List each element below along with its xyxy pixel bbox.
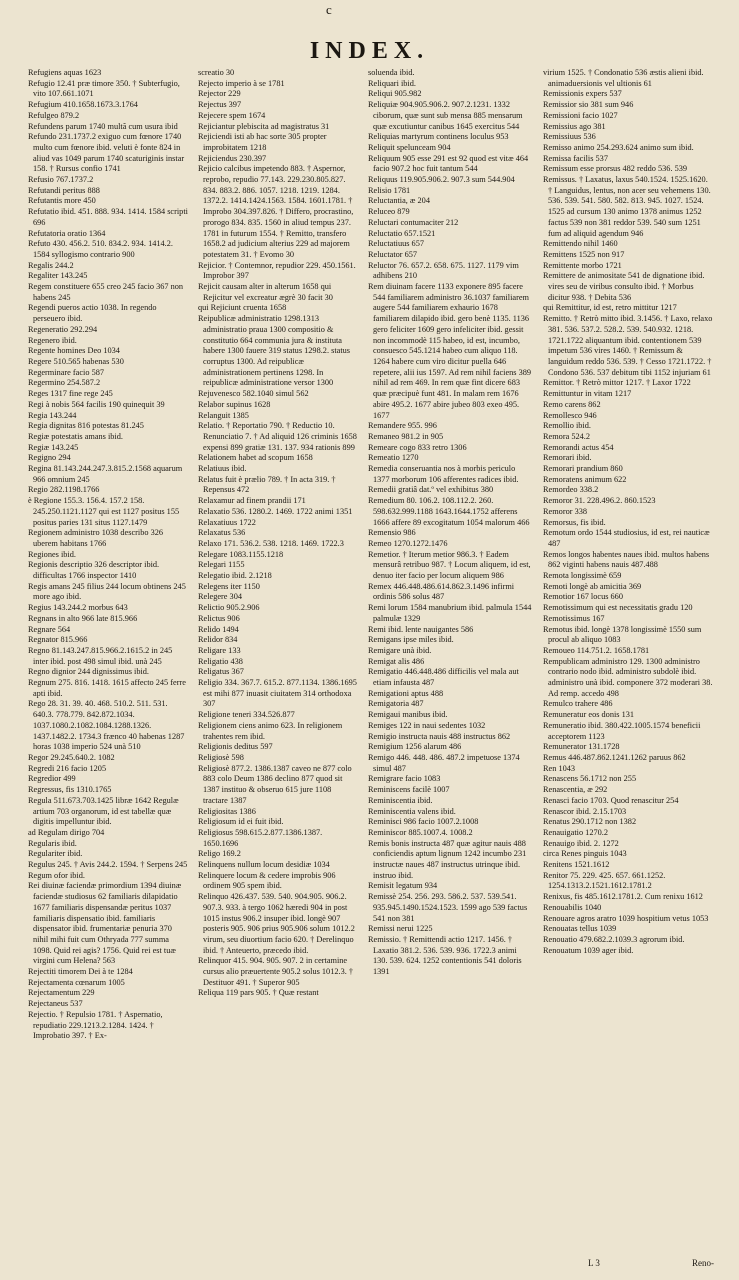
index-entry: Remora 524.2 xyxy=(543,431,591,441)
index-entry: Refutatoria oratio 1364 xyxy=(28,228,106,238)
index-entry: Relaxatio 536. 1280.2. 1469. 1722 animi 1351 xyxy=(198,506,353,516)
index-entry: Regredi 216 facio 1205 xyxy=(28,763,107,773)
index-entry: Remedium 80. 106.2. 108.112.2. 260. 598.632.999.1188 1643.1644.1752 afferens 1666 affere 89 excogitatum 1054 malorum 466 xyxy=(368,496,530,527)
index-entry: Remissi nerui 1225 xyxy=(368,924,433,934)
index-entry: Religo 169.2 xyxy=(198,849,241,859)
index-entry: Remigare unà ibid. xyxy=(368,645,432,655)
index-entry: Renauigatio 1270.2 xyxy=(543,827,608,837)
index-entry: Remordeo 338.2 xyxy=(543,485,599,495)
index-entry: Rempublicam administro 129. 1300 administro contrario nodo ibid. administro subdolè ibid. administro unà ibid. componere 372 moderari 38. Ad remp. accedo 498 xyxy=(543,656,713,698)
index-entry: Remuneratur eos donis 131 xyxy=(543,710,635,720)
index-entry: Regularis ibid. xyxy=(28,838,77,848)
index-entry: Remittente morbo 1721 xyxy=(543,260,622,270)
index-entry: Remissè 254. 256. 293. 586.2. 537. 539.541. 935.945.1490.1524.1523. 1599 ago 539 factus 541 non 381 xyxy=(368,892,528,923)
index-entry: Relisio 1781 xyxy=(368,185,411,195)
index-entry: Reliqua 119 pars 905. † Quæ restant xyxy=(198,988,319,998)
index-entry: Remensio 986 xyxy=(368,528,416,538)
index-entry: Reliquus 119.905.906.2. 907.3 sum 544.904 xyxy=(368,175,515,185)
index-entry: Remo carens 862 xyxy=(543,399,601,409)
index-entry: Remoror 338 xyxy=(543,506,588,516)
index-entry: Rejiciendus 230.397 xyxy=(198,153,267,163)
index-entry: Regredior 499 xyxy=(28,774,76,784)
index-entry: Religiosus 598.615.2.877.1386.1387. 1650.1696 xyxy=(198,827,323,848)
index-entry: Regiones ibid. xyxy=(28,549,76,559)
index-entry: Remollio ibid. xyxy=(543,421,591,431)
index-entry: Remulco trahere 486 xyxy=(543,699,613,709)
index-entry: Remeatio 1270 xyxy=(368,453,419,463)
index-entry: Reluctatio 657.1521 xyxy=(368,228,436,238)
index-entry: Regaliter 143.245 xyxy=(28,271,88,281)
index-entry: Regente homines Deo 1034 xyxy=(28,346,120,356)
index-column-1 xyxy=(28,68,188,1253)
index-entry: Remoror 31. 228.496.2. 860.1523 xyxy=(543,496,656,506)
index-entry: Reminisci 986 facio 1007.2.1008 xyxy=(368,817,479,827)
index-entry: Refutandi peritus 888 xyxy=(28,185,100,195)
index-entry: Relegatio ibid. 2.1218 xyxy=(198,571,272,581)
index-entry: virium 1525. † Condonatio 536 æstis alieni ibid. animaduersionis vel ultionis 61 xyxy=(543,68,704,88)
index-entry: Regno dignior 244 dignissimus ibid. xyxy=(28,667,150,677)
index-entry: Remissum esse prorsus 482 reddo 536. 539 xyxy=(543,164,688,174)
index-entry: circa Renes pinguis 1043 xyxy=(543,849,627,859)
index-entry: Relanguit 1385 xyxy=(198,410,249,420)
index-entry: Reipublicæ administratio 1298.1313 administratio praua 1300 compositio & constitutio 664 communia jura & instituta habere 1300 fauere 319 status 1298.2. status corruptus 1300. Ad reipublicæ administrationem pertinens 1298. In reipublicæ administratione versor 1300 xyxy=(198,314,351,388)
index-entry: Remisso animo 254.293.624 animo sum ibid. xyxy=(543,142,694,152)
index-entry: Remunerator 131.1728 xyxy=(543,742,620,752)
index-entry: Religiosè 598 xyxy=(198,753,244,762)
index-entry: Ren 1043 xyxy=(543,763,576,773)
page-title: INDEX. xyxy=(309,38,430,64)
index-entry: Renouabilis 1040 xyxy=(543,902,602,912)
index-entry: Regula 511.673.703.1425 libræ 1642 Regulæ artium 703 organorum, id est tabellæ quæ digitis impelluntur ibid. xyxy=(28,795,179,827)
index-entry: Remotissimum qui est necessitatis gradu 120 xyxy=(543,603,693,613)
index-entry: qui Remittitur, id est, retro mittitur 1217 xyxy=(543,303,677,313)
index-entry: Rejecto imperio à se 1781 xyxy=(198,78,285,88)
index-entry: Regnans in alto 966 late 815.966 xyxy=(28,613,138,623)
index-entry: Regius 143.244.2 morbus 643 xyxy=(28,603,128,613)
index-entry: Religiositas 1386 xyxy=(198,806,256,816)
index-entry: Regnator 815.966 xyxy=(28,635,88,645)
index-entry: Refusio 767.1737.2 xyxy=(28,175,94,185)
index-entry: Relegare 1083.1155.1218 xyxy=(198,549,284,559)
index-entry: Religatio 438 xyxy=(198,656,243,666)
index-entry: Remos longos habentes naues ibid. multos habens 862 viginti habens nauis 487.488 xyxy=(543,549,710,570)
index-entry: Regionis descriptio 326 descriptor ibid. difficultas 1766 inspector 1410 xyxy=(28,560,160,581)
index-entry: Religiosum id ei fuit ibid. xyxy=(198,817,284,827)
index-entry: Remittens 1525 non 917 xyxy=(543,249,625,259)
index-entry: Renitens 1521.1612 xyxy=(543,860,610,870)
index-entry: Reminiscentia ibid. xyxy=(368,795,433,805)
index-entry: Renasci facio 1703. Quod renascitur 254 xyxy=(543,795,679,805)
index-entry: Regerminare facio 587 xyxy=(28,367,105,377)
signature-mark: L 3 xyxy=(588,1258,600,1268)
index-entry: Relaxo 171. 536.2. 538. 1218. 1469. 1722.3 xyxy=(198,538,344,548)
index-entry: Remotissimus 167 xyxy=(543,613,605,623)
index-column-4 xyxy=(543,68,713,1253)
index-entry: Remeare cogo 833 retro 1306 xyxy=(368,442,467,452)
index-column-2 xyxy=(198,68,358,1253)
index-entry: Remissa facilis 537 xyxy=(543,153,608,163)
index-entry: Rejiciantur plebiscita ad magistratus 31 xyxy=(198,121,330,131)
index-entry: Remissus. † Laxatus, laxus 540.1524. 1525.1620. † Languidus, lentus, non acer seu vehemens 130. 536. 539. 541. 580. 582. 813. 945. 1027. 1524. 1525 ad cursum 130 animo 1378 animus 1252 factus 539 non 381 reddor 539. 540 sum 1251 fum ad aliquid agendum 946 xyxy=(543,175,711,238)
index-entry: Remigaui manibus ibid. xyxy=(368,710,448,720)
index-entry: Remedii gratiâ dat.º vel exhibitus 380 xyxy=(368,485,494,495)
index-entry: Relido 1494 xyxy=(198,624,239,634)
index-entry: Regnum 275. 816. 1418. 1615 affecto 245 ferre apti ibid. xyxy=(28,678,186,698)
index-entry: Renitor 75. 229. 425. 657. 661.1252. 1254.1313.2.1521.1612.1781.2 xyxy=(543,870,666,891)
index-entry: Relaxatiuus 1722 xyxy=(198,517,256,527)
index-entry: Regressus, fis 1310.1765 xyxy=(28,785,112,795)
index-entry: Relegere 304 xyxy=(198,592,243,602)
index-entry: Remitto. † Retrò mitto ibid. 3.1456. † Laxo, relaxo 381. 536. 537.2. 528.2. 539. 540.932. 1218. 1721.1722 aliquantum ibid. contentionem 539 impetum 536 vires 1460. † Remissum & languidum reddo 536. 539. † Cesso 1721.1722. † Condono 536. 537 debitum tibi 1152 injuriam 61 xyxy=(543,314,713,377)
index-entry: Relatus fuit è prælio 789. † In acta 319. † Repensus 472 xyxy=(198,474,336,495)
index-entry: Refutantis more 450 xyxy=(28,196,96,206)
index-entry: Remigio instructa nauis 488 instructus 862 xyxy=(368,731,511,741)
index-entry: Religatus 367 xyxy=(198,667,244,677)
index-entry: Renascor ibid. 2.15.1703 xyxy=(543,806,627,816)
index-entry: Reminiscens facilè 1007 xyxy=(368,785,450,795)
index-entry: Religio 334. 367.7. 615.2. 877.1134. 1386.1695 est mihi 877 inuasit ciuitatem 314 orthodoxa 307 xyxy=(198,678,357,709)
index-entry: Remus 446.487.862.1241.1262 paruus 862 xyxy=(543,753,686,762)
index-entry: Refugium 410.1658.1673.3.1764 xyxy=(28,100,138,110)
index-entry: Remittere de animositate 541 de dignatione ibid. vires seu de viribus consulto ibid. † Morbus dicitur 938. † Debita 536 xyxy=(543,271,705,302)
index-entry: Remissionis expers 537 xyxy=(543,89,622,99)
index-entry: Rejectio. † Repulsio 1781. † Aspernatio, repudiatio 229.1213.2.1284. 1424. † Improbatio 397. † Ex- xyxy=(28,1009,163,1041)
index-entry: Regina 81.143.244.247.3.815.2.1568 aquarum 966 omnium 245 xyxy=(28,464,183,484)
index-entry: Remollesco 946 xyxy=(543,410,597,420)
page-footer xyxy=(28,1258,718,1274)
index-entry: Regiæ potestatis amans ibid. xyxy=(28,431,123,441)
index-entry: Reliquiæ 904.905.906.2. 907.2.1231. 1332 ciborum, quæ sunt sub mensa 885 mensarum quæ excutiuntur canibus 1645 exercitus 544 xyxy=(368,100,523,131)
index-entry: Regalis 244.2 xyxy=(28,260,74,270)
index-entry: Reluctator 657 xyxy=(368,249,418,259)
index-entry: Remigo 446. 448. 486. 487.2 impetuose 1374 simul 487 xyxy=(368,753,520,773)
index-columns xyxy=(28,68,718,1253)
index-entry: Renixus, fis 485.1612.1781.2. Cum renixu 1612 xyxy=(543,892,703,902)
index-entry: Remissior sio 381 sum 946 xyxy=(543,100,634,110)
index-entry: Remissioni facio 1027 xyxy=(543,110,618,120)
index-entry: Rejectamentum 229 xyxy=(28,988,95,998)
index-entry: Relatio. † Reportatio 790. † Reductio 10. Renunciatio 7. † Ad aliquid 126 criminis 1658 expensi 899 gratiæ 131. 137. 934 rationis 899 xyxy=(198,421,357,452)
index-entry: Refulgeo 879.2 xyxy=(28,110,80,120)
index-entry: Renouare agros aratro 1039 hospitium vetus 1053 xyxy=(543,913,709,923)
index-entry: Remetior. † Iterum metior 986.3. † Eadem mensurâ retribuo 987. † Locum aliquem, id est, denuo iter facio per locum aliquem 986 xyxy=(368,549,531,581)
index-entry: Relidor 834 xyxy=(198,635,238,645)
index-entry: Rego 28. 31. 39. 40. 468. 510.2. 511. 531. 640.3. 778.779. 842.872.1034. 1037.1080.2.1082.1084.1288.1326. 1437.1482.2. 1734.3 frænco 40 habenas 1287 horas 1038 imperio 524 unà 510 xyxy=(28,699,185,752)
index-entry: Rejicio calcibus impetendo 883. † Aspernor, reprobo, repudio 77.143. 229.230.805.827. 834. 883.2. 886. 1057. 1218. 1219. 1284. 1372.2. 1414.1424.1563. 1584. 1601.1781. † Improbo 304.397.826. † Differo, procrastino, prorogo 834. 835. 1560 in aliud tempus 237. 1781 in futurum 1554. † Remitto, transfero 1658.2 ad judicium alterius 229 ad majorem potestatem 31. † Evomo 30 xyxy=(198,164,354,259)
index-entry: Regor 29.245.640.2. 1082 xyxy=(28,753,115,762)
index-entry: Remotus ibid. longè 1378 longissimè 1550 sum procul ab aliquo 1083 xyxy=(543,624,702,645)
index-entry: Renouatum 1039 ager ibid. xyxy=(543,945,634,955)
index-entry: Remittor. † Retrò mittor 1217. † Laxor 1722 xyxy=(543,378,691,388)
index-entry: Rei diuinæ faciendæ primordium 1394 diuinæ faciendæ studiosus 62 familiaris dilapidatio 1677 familiaris dispensandæ peritus 1037 familiaris dispensatio ibid. familiaris dispensator ibid. frumentariæ penuria 370 nihil mihi fuit cum Othryada 777 summa 1098. Quid rei agis? 1756. Quid rei est tuæ virgini cum Helena? 563 xyxy=(28,881,182,966)
index-entry: Remigat alis 486 xyxy=(368,656,425,666)
index-entry: Rejicior. † Contemnor, repudior 229. 450.1561. Improbor 397 xyxy=(198,260,356,281)
index-entry: Remigium 1256 alarum 486 xyxy=(368,742,462,752)
index-entry: Relaxamur ad finem prandii 171 xyxy=(198,496,306,506)
index-entry: Reliquari ibid. xyxy=(368,78,416,88)
index-entry: Reliqui 905.982 xyxy=(368,89,422,99)
index-entry: Renascens 56.1712 non 255 xyxy=(543,774,637,784)
index-entry: Remandere 955. 996 xyxy=(368,421,437,431)
index-entry: Remigans ipse miles ibid. xyxy=(368,635,454,645)
index-entry: Renouatas tellus 1039 xyxy=(543,924,617,934)
index-entry: Regeneratio 292.294 xyxy=(28,324,98,334)
index-entry: Remaneo 981.2 in 905 xyxy=(368,431,444,441)
index-entry: Regia dignitas 816 potestas 81.245 xyxy=(28,421,144,431)
index-entry: Rejectiti timorem Dei à te 1284 xyxy=(28,967,133,977)
index-entry: Remi ibid. lente nauigantes 586 xyxy=(368,624,474,634)
index-entry: Remorandi actus 454 xyxy=(543,442,614,452)
index-entry: Reminiscor 885.1007.4. 1008.2 xyxy=(368,827,473,837)
index-entry: Relinquo 426.437. 539. 540. 904.905. 906.2. 907.3. 933. à tergo 1062 hæredi 904 in post 1015 instus 906.2 insuper ibid. longè 907 posteris 905. 906 prius 905.906 solum 1012.2 virum, seu diuortium facio 620. † Derelinquo ibid. † Anteuerto, præcedo ibid. xyxy=(198,892,355,955)
index-entry: Regno 81.143.247.815.966.2.1615.2 in 245 inter ibid. post 498 simul ibid. unà 245 xyxy=(28,645,173,666)
index-entry: Reluctari contumaciter 212 xyxy=(368,217,459,227)
index-entry: Regio 282.1198.1766 xyxy=(28,485,100,495)
index-entry: Remittendo nihil 1460 xyxy=(543,239,618,249)
index-entry: Remisit legatum 934 xyxy=(368,881,438,891)
index-entry: Regiæ 143.245 xyxy=(28,442,79,452)
index-entry: Remuneratio ibid. 380.422.1005.1574 beneficii acceptorem 1123 xyxy=(543,720,701,741)
index-entry: Rejectamenta cœnarum 1005 xyxy=(28,977,125,987)
index-entry: Rejectus 397 xyxy=(198,100,242,110)
index-entry: Religiosè 877.2. 1386.1387 caveo ne 877 colo 883 colo Deum 1386 declino 877 quod sit 1387 instituo & obseruo 615 jure 1108 tractare 1387 xyxy=(198,763,352,805)
index-entry: Remoti longè ab amicitia 369 xyxy=(543,581,642,591)
index-entry: ad Regulam dirigo 704 xyxy=(28,827,105,837)
index-entry: Refutatio ibid. 451. 888. 934. 1414. 1584 scripti 696 xyxy=(28,207,188,227)
index-entry: Renatus 290.1712 non 1382 xyxy=(543,817,637,827)
index-entry: Reliquit spelunceam 904 xyxy=(368,142,451,152)
index-entry: Relictus 906 xyxy=(198,613,240,623)
index-entry: Refuto 430. 456.2. 510. 834.2. 934. 1414.2. 1584 syllogismo contrario 900 xyxy=(28,239,173,259)
index-entry: Refundens parum 1740 multã cum usura ibid xyxy=(28,121,178,131)
index-entry: Reminiscentia valens ibid. xyxy=(368,806,456,816)
index-entry: Regulus 245. † Avis 244.2. 1594. † Serpens 245 xyxy=(28,860,188,870)
index-entry: Regere 510.565 habenas 530 xyxy=(28,356,124,366)
index-entry: Remorsus, fis ibid. xyxy=(543,517,606,527)
index-entry: Refundo 231.1737.2 exiguo cum fœnore 1740 multo cum fœnore ibid. veluti è fonte 824 in aliud vas 1049 parum 1740 scaturiginis instar 158. † Rursus confio 1741 xyxy=(28,132,185,174)
index-entry: Rem diuinam facere 1133 exponere 895 facere 544 familiarem administro 36.1037 familiarem augere 544 familiarem exhaurio 1678 familiarem dilapido ibid. gero benè 1135. 1136 gero feliciter 1609 gero infeliciter ibid. gessit non incommodè 115 habeo, id est, incumbo, consuesco 545.1214 habeo cum aliquo 118. 1264 habere cum viro dicitur puella 646 repetere, alii ius 1597. Ad rem nihil faciens 389 nihil ad rem 469. In rem quæ fint dicere 683 quæ præcipuè funt 481. In malam rem 1676 abire 495.2. 1677 abire jubeo 803 exeo 495. 1677 xyxy=(368,282,532,420)
index-entry: Rejicit causam alter in alterum 1658 qui Rejicitur vel excreatur ægrè 30 facit 30 xyxy=(198,282,333,302)
index-entry: Remigationi aptus 488 xyxy=(368,688,444,698)
index-entry: Remex 446.448.486.614.862.3.1496 infirmi ordinis 586 solus 487 xyxy=(368,581,515,602)
index-entry: Remissiuus 536 xyxy=(543,132,596,142)
index-entry: Religare 133 xyxy=(198,645,241,655)
index-entry: Rejector 229 xyxy=(198,89,241,99)
index-entry: qui Rejiciunt cruenta 1658 xyxy=(198,303,287,313)
index-entry: Remi lorum 1584 manubrium ibid. palmula 1544 palmulæ 1329 xyxy=(368,603,532,623)
index-entry: Reluctor 76. 657.2. 658. 675. 1127. 1179 vim adhibens 210 xyxy=(368,260,519,281)
index-entry: Reluctatiuus 657 xyxy=(368,239,424,249)
index-entry: Regem constituere 655 creo 245 facio 367 non habens 245 xyxy=(28,282,184,302)
index-entry: Rejecere spem 1674 xyxy=(198,110,266,120)
index-entry: Remotum ordo 1544 studiosius, id est, rei nauticæ 487 xyxy=(543,528,710,548)
index-entry: Religionis deditus 597 xyxy=(198,742,273,752)
index-entry: Relinquens nullum locum desidiæ 1034 xyxy=(198,860,330,870)
index-entry: Regi à nobis 564 facilis 190 quinequit 39 xyxy=(28,399,165,409)
index-entry: Remiges 122 in naui sedentes 1032 xyxy=(368,720,486,730)
index-entry: Remota longissimè 659 xyxy=(543,571,622,581)
index-entry: Reliquum 905 esse 291 est 92 quod est vitæ 464 facio 907.2 hoc fuit tantum 544 xyxy=(368,153,529,174)
index-entry: Remoueo 114.751.2. 1658.1781 xyxy=(543,645,650,655)
index-entry: Regenero ibid. xyxy=(28,335,77,345)
index-entry: Remis bonis instructa 487 quæ agitur nauis 488 conficiendis aptum lignum 1242 incumbo 231 instructæ naues 487 instructus utrinque ibid. instruo ibid. xyxy=(368,838,527,880)
index-entry: Religionem ciens animo 623. In religionem trahentes rem ibid. xyxy=(198,720,343,741)
index-entry: Remigatoria 487 xyxy=(368,699,424,709)
index-entry: Remigrare facio 1083 xyxy=(368,774,441,784)
index-entry: Regendi pueros actio 1038. In regendo perseuero ibid. xyxy=(28,303,157,324)
index-entry: Reges 1317 fine rege 245 xyxy=(28,389,113,399)
index-entry: Renauigo ibid. 2. 1272 xyxy=(543,838,619,848)
index-entry: Reluceo 879 xyxy=(368,207,410,217)
index-entry: Relaxatus 536 xyxy=(198,528,246,538)
index-entry: Remotior 167 locus 660 xyxy=(543,592,623,602)
index-entry: Relictio 905.2.906 xyxy=(198,603,260,613)
index-entry: Remorari ibid. xyxy=(543,453,592,463)
index-entry: Regulariter ibid. xyxy=(28,849,83,859)
index-entry: Relabor supinus 1628 xyxy=(198,399,271,409)
index-entry: Relinquere locum & cedere improbis 906 ordinem 905 spem ibid. xyxy=(198,870,336,891)
index-entry: Regia 143.244 xyxy=(28,410,77,420)
index-entry: Relinquor 415. 904. 905. 907. 2 in certamine cursus alio præuertente 905.2 solus 1012.3. † Destituor 491. † Superor 905 xyxy=(198,956,354,987)
index-entry: Regigno 294 xyxy=(28,453,71,463)
index-entry: Religione teneri 334.526.877 xyxy=(198,710,295,720)
index-entry: Remigatio 446.448.486 difficilis vel mala aut etiam infausta 487 xyxy=(368,667,519,688)
page-corner-mark: c xyxy=(326,2,332,17)
index-entry: Relegens iter 1150 xyxy=(198,581,260,591)
index-entry: Remeo 1270.1272.1476 xyxy=(368,538,448,548)
index-entry: soluenda ibid. xyxy=(368,68,415,77)
index-entry: Renouatio 479.682.2.1039.3 agrorum ibid. xyxy=(543,934,685,944)
index-entry: Remedia conseruantia nos à morbis periculo 1377 morborum 106 afferentes radices ibid. xyxy=(368,464,519,484)
index-entry: Remoratens animum 622 xyxy=(543,474,627,484)
index-entry: è Regione 155.3. 156.4. 157.2 158. 245.250.1121.1127 qui est 1127 positus 155 positus paries 131 situs 1127.1479 xyxy=(28,496,180,527)
index-entry: Regum ofor ibid. xyxy=(28,870,85,880)
index-entry: Regis amans 245 filius 244 locum obtinens 245 more ago ibid. xyxy=(28,581,186,602)
index-entry: Rejectaneus 537 xyxy=(28,999,83,1009)
index-entry: Regionem administro 1038 describo 326 uberem habitans 1766 xyxy=(28,528,164,548)
index-entry: Regnare 564 xyxy=(28,624,71,634)
index-entry: Remissius ago 381 xyxy=(543,121,606,131)
index-entry: Relegari 1155 xyxy=(198,560,245,570)
index-entry: Reliquias martyrum continens loculus 953 xyxy=(368,132,509,142)
index-entry: Remissio. † Remittendi actio 1217. 1456. † Laxatio 381.2. 536. 539. 936. 1722.3 animi 130. 539. 624. 1252 contentionis 541 doloris 1391 xyxy=(368,934,522,977)
index-entry: Regermino 254.587.2 xyxy=(28,378,101,388)
index-entry: Renascentia, æ 292 xyxy=(543,785,608,795)
index-entry: Rejuvenesco 582.1040 simul 562 xyxy=(198,389,309,399)
index-column-3 xyxy=(368,68,533,1253)
index-entry: Rejiciendi isti ab hac sorte 305 propter improbitatem 1218 xyxy=(198,132,327,152)
index-entry: Reluctantia, æ 204 xyxy=(368,196,430,206)
index-entry: Refugio 12.41 præ timore 350. † Subterfugio, vito 107.661.1071 xyxy=(28,78,180,99)
index-entry: Remorari prandium 860 xyxy=(543,464,623,474)
index-entry: screatio 30 xyxy=(198,68,235,77)
index-entry: Remittuntur in vitam 1217 xyxy=(543,389,632,399)
index-entry: Refugiens aquas 1623 xyxy=(28,68,102,77)
index-entry: Relatiuus ibid. xyxy=(198,464,247,474)
index-entry: Relationem habet ad scopum 1658 xyxy=(198,453,313,463)
catchword: Reno- xyxy=(692,1258,714,1268)
